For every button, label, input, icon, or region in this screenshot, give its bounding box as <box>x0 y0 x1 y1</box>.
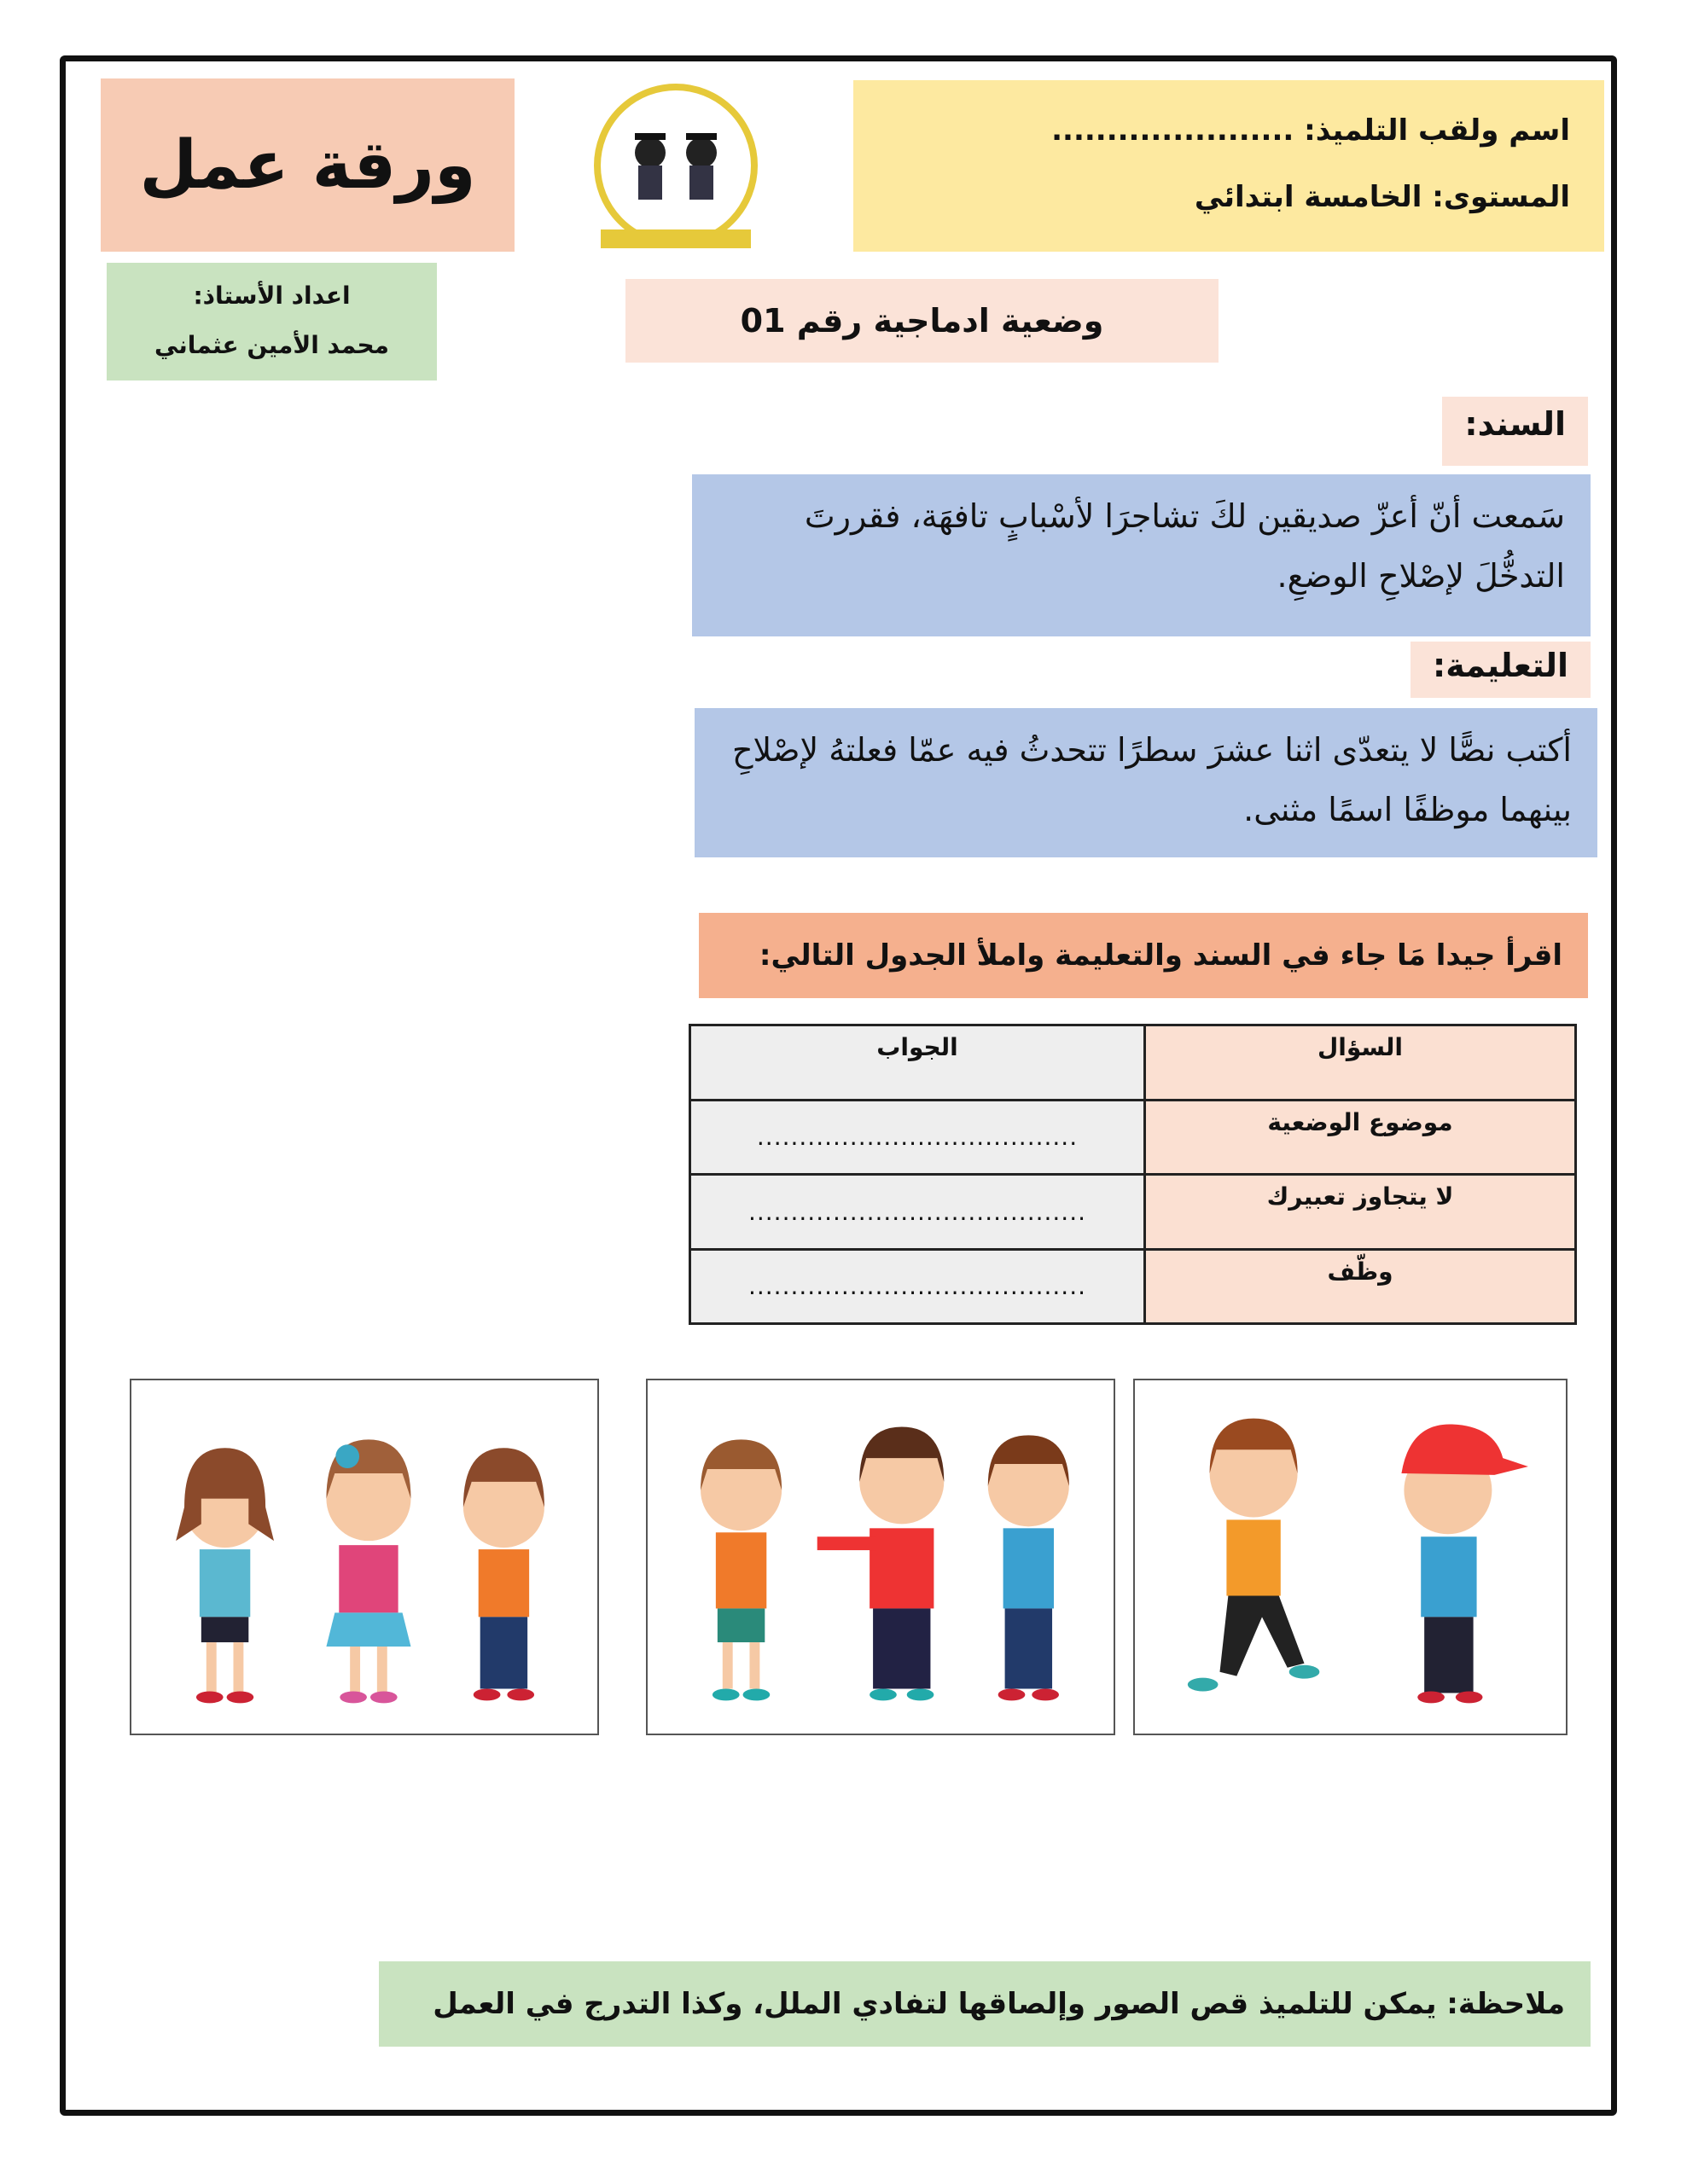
girls-reconciling-image <box>130 1379 599 1735</box>
question-cell: موضوع الوضعية <box>1145 1100 1576 1175</box>
table-row <box>690 1175 1576 1250</box>
table-row <box>690 1249 1576 1324</box>
sanad-label: السند: <box>1442 397 1588 466</box>
student-name-field[interactable]: اسم ولقب التلميذ: ...................... <box>1051 113 1570 148</box>
answer-cell[interactable]: ........................................ <box>690 1175 1145 1250</box>
level-label: المستوى: الخامسة ابتدائي <box>1194 180 1570 214</box>
answer-table <box>689 1024 1577 1325</box>
table-header-row <box>690 1025 1576 1101</box>
teacher-name: محمد الأمين عثماني <box>154 331 390 359</box>
question-cell: وظّف <box>1145 1249 1576 1324</box>
sanad-text: سَمعت أنّ أعزّ صديقين لكَ تشاجرَا لأسْبابٍ تافهَة، فقررتَ التدخُّلَ لإصْلاحِ الوضعِ. <box>692 474 1591 636</box>
answer-cell[interactable]: ...................................... <box>690 1100 1145 1175</box>
instruction-label: التعليمة: <box>1411 642 1591 698</box>
teacher-label: اعداد الأستاذ: <box>193 282 351 310</box>
answer-cell[interactable]: ........................................ <box>690 1249 1145 1324</box>
situation-title: وضعية ادماجية رقم 01 <box>625 279 1219 363</box>
page-title: ورقة عمل <box>101 78 515 252</box>
note-box: ملاحظة: يمكن للتلميذ قص الصور وإلصاقها لتفادي الملل، وكذا التدرج في العمل <box>379 1961 1591 2047</box>
question-cell: لا يتجاوز تعبيرك <box>1145 1175 1576 1250</box>
school-logo <box>584 80 768 256</box>
instruction-text: أكتب نصًّا لا يتعدّى اثنا عشرَ سطرًا تتحدثُ فيه عمّا فعلتهُ لإصْلاحِ بينهما موظفًا اسمًا مثنى. <box>695 708 1597 857</box>
table-row <box>690 1100 1576 1175</box>
boys-fighting-image <box>1133 1379 1568 1735</box>
boys-reconciling-image <box>646 1379 1115 1735</box>
task-prompt: اقرأ جيدا مَا جاء في السند والتعليمة واملأ الجدول التالي: <box>699 913 1588 998</box>
header-answer: الجواب <box>690 1025 1145 1101</box>
student-info <box>853 80 1604 252</box>
teacher-box <box>107 263 437 380</box>
header-question: السؤال <box>1145 1025 1576 1101</box>
